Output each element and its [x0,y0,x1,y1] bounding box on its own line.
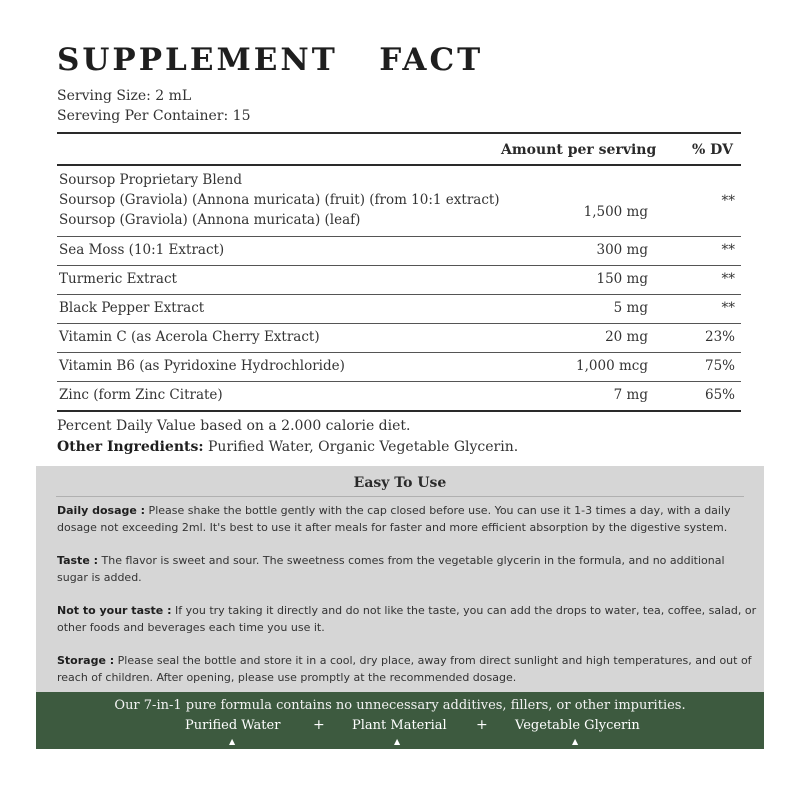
ingredient-dv: ** [721,300,735,316]
row-divider [57,381,741,382]
ingredient-amount: 7 mg [613,387,648,403]
ingredient-name: Zinc (form Zinc Citrate) [59,387,223,403]
table-row-blend [57,172,741,232]
row-divider [57,265,741,266]
row-divider [57,236,741,237]
blend-dv: ** [721,193,735,209]
table-row [57,271,741,291]
blend-title: Soursop Proprietary Blend [59,172,242,188]
table-bottom-rule [57,410,741,412]
table-row [57,329,741,349]
formula-band [36,692,764,749]
plus-sign: + [313,717,325,733]
not-to-taste-label: Not to your taste : [57,604,172,617]
not-to-taste-text: If you try taking it directly and do not like the taste, you can add the drops to water, tea, coffee, salad, or other foods and beverages each time you use it. [57,604,757,634]
ingredient-purified-water: Purified Water [185,718,281,733]
ingredient-amount: 150 mg [596,271,648,287]
taste-label: Taste : [57,554,99,567]
table-row [57,242,741,262]
daily-dosage-paragraph [57,502,757,536]
other-ingredients [57,439,518,455]
triangle-marker-icon: ▲ [394,737,401,746]
ingredient-dv: ** [721,242,735,258]
easy-title-rule [56,496,744,497]
easy-to-use-title: Easy To Use [353,475,447,491]
ingredient-amount: 5 mg [613,300,648,316]
plus-sign: + [476,717,488,733]
ingredient-name: Black Pepper Extract [59,300,205,316]
ingredient-dv: 23% [704,329,735,345]
daily-dosage-text: Please shake the bottle gently with the cap closed before use. You can use it 1-3 times a day, with a daily dosage not exceeding 2ml. It's best to use it after meals for faster and more efficient absorption by the digestive system. [57,504,731,534]
row-divider [57,294,741,295]
ingredient-amount: 20 mg [605,329,648,345]
blend-line-fruit: Soursop (Graviola) (Annona muricata) (fruit) (from 10:1 extract) [59,192,500,208]
header-amount: Amount per serving [501,142,657,158]
taste-text: The flavor is sweet and sour. The sweetness comes from the vegetable glycerin in the formula, and no additional sugar is added. [57,554,725,584]
triangle-marker-icon: ▲ [229,737,236,746]
row-divider [57,352,741,353]
blend-amount: 1,500 mg [583,204,648,220]
daily-dosage-label: Daily dosage : [57,504,146,517]
blend-line-leaf: Soursop (Graviola) (Annona muricata) (leaf) [59,212,361,228]
ingredient-amount: 1,000 mcg [576,358,648,374]
row-divider [57,323,741,324]
not-to-taste-paragraph [57,602,757,636]
easy-to-use-panel [36,466,764,692]
ingredient-vegetable-glycerin: Vegetable Glycerin [515,718,640,733]
taste-paragraph [57,552,757,586]
table-top-rule [57,132,741,134]
ingredient-name: Vitamin B6 (as Pyridoxine Hydrochloride) [59,358,345,374]
other-ingredients-value: Purified Water, Organic Vegetable Glycerin. [203,439,519,455]
storage-label: Storage : [57,654,115,667]
storage-text: Please seal the bottle and store it in a cool, dry place, away from direct sunlight and high temperatures, and out of reach of children. After opening, please use promptly at the recommended dosage. [57,654,752,684]
formula-statement: Our 7-in-1 pure formula contains no unnecessary additives, fillers, or other impurities. [114,698,686,713]
triangle-marker-icon: ▲ [572,737,579,746]
serving-size: Serving Size: 2 mL [57,88,192,104]
servings-per-container: Sereving Per Container: 15 [57,108,251,124]
table-row [57,300,741,320]
ingredient-dv: 65% [704,387,735,403]
ingredient-plant-material: Plant Material [352,718,447,733]
ingredient-name: Turmeric Extract [59,271,177,287]
daily-value-note: Percent Daily Value based on a 2.000 calorie diet. [57,418,411,434]
header-rule [57,164,741,166]
ingredient-name: Vitamin C (as Acerola Cherry Extract) [59,329,320,345]
ingredient-name: Sea Moss (10:1 Extract) [59,242,225,258]
other-ingredients-label: Other Ingredients: [57,439,204,455]
header-dv: % DV [692,142,733,158]
table-row [57,387,741,407]
storage-paragraph [57,652,757,686]
table-row [57,358,741,378]
ingredient-amount: 300 mg [596,242,648,258]
page-title: SUPPLEMENT FACT [57,42,484,78]
ingredient-dv: ** [721,271,735,287]
ingredient-dv: 75% [704,358,735,374]
